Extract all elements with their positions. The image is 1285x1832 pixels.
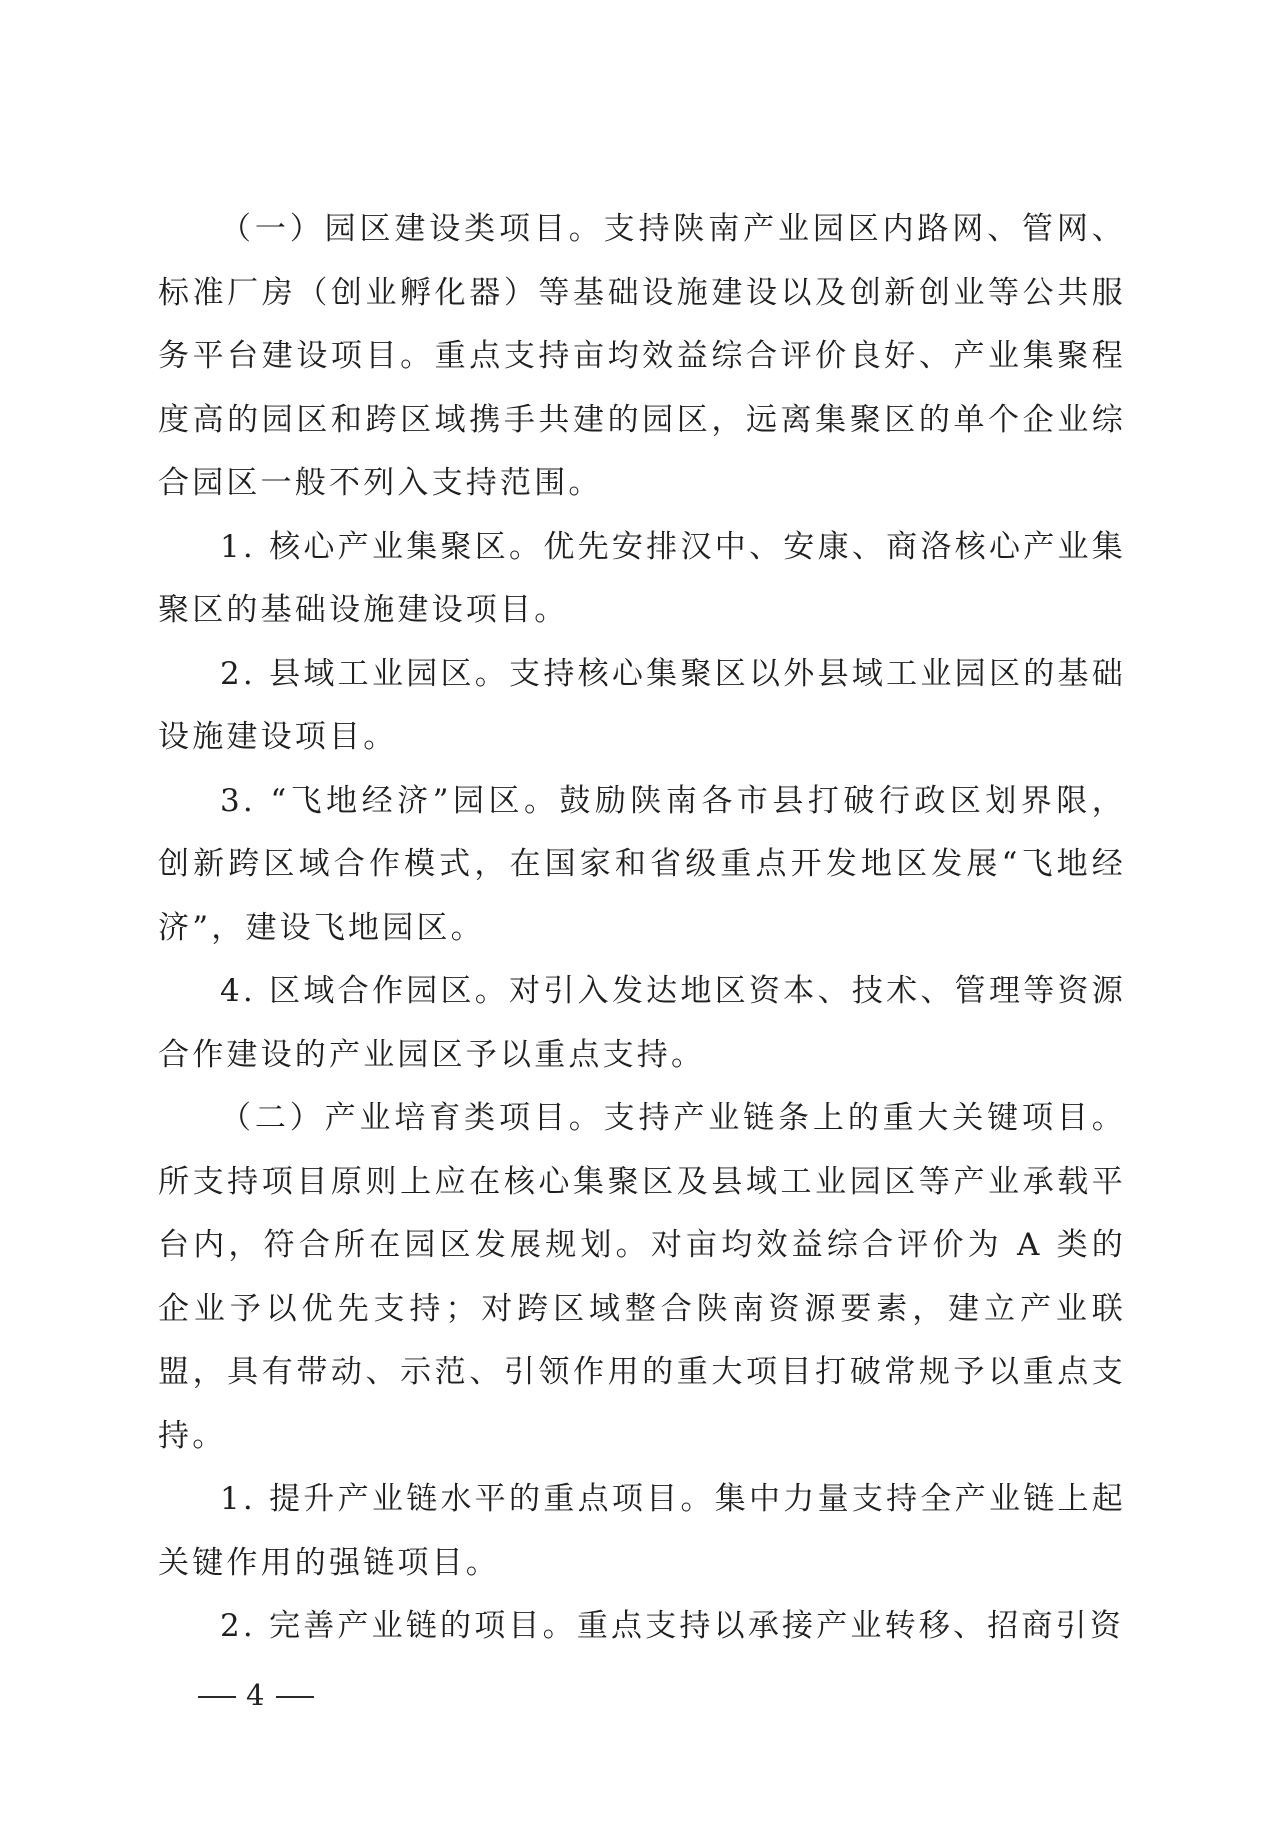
page-number (188, 1678, 324, 1712)
paragraph-park-construction: （一）园区建设类项目。支持陕南产业园区内路网、管网、标准厂房（创业孵化器）等基础设施建设以及创新创业等公共服务平台建设项目。重点支持亩均效益综合评价良好、产业集聚程度高的园区和跨区域携手共建的园区，远离集聚区的单个企业综合园区一般不列入支持范围。 (158, 211, 1126, 501)
page-number-dash-right (276, 1696, 314, 1698)
document-body (158, 198, 1126, 1659)
paragraph-upgrade-chain: 1. 提升产业链水平的重点项目。集中力量支持全产业链上起关键作用的强链项目。 (158, 1481, 1126, 1581)
paragraph-industry-cultivation: （二）产业培育类项目。支持产业链条上的重大关键项目。所支持项目原则上应在核心集聚区及县域工业园区等产业承载平台内，符合所在园区发展规划。对亩均效益综合评价为 A 类的企业予以优先支持；对跨区域整合陕南资源要素，建立产业联盟，具有带动、示范、引领作用的重大项目打破常规予以重点支持。 (158, 1100, 1126, 1454)
page-number-value: 4 (246, 1678, 267, 1712)
paragraph-regional-cooperation: 4. 区域合作园区。对引入发达地区资本、技术、管理等资源合作建设的产业园区予以重点支持。 (158, 973, 1126, 1073)
paragraph-core-cluster: 1. 核心产业集聚区。优先安排汉中、安康、商洛核心产业集聚区的基础设施建设项目。 (158, 528, 1126, 628)
paragraph-enclave-economy: 3. “飞地经济”园区。鼓励陕南各市县打破行政区划界限，创新跨区域合作模式，在国家和省级重点开发地区发展“飞地经济”，建设飞地园区。 (158, 782, 1126, 946)
paragraph-county-park: 2. 县域工业园区。支持核心集聚区以外县域工业园区的基础设施建设项目。 (158, 655, 1126, 755)
paragraph-improve-chain: 2. 完善产业链的项目。重点支持以承接产业转移、招商引资 (220, 1608, 1125, 1644)
page-number-dash-left (198, 1696, 236, 1698)
